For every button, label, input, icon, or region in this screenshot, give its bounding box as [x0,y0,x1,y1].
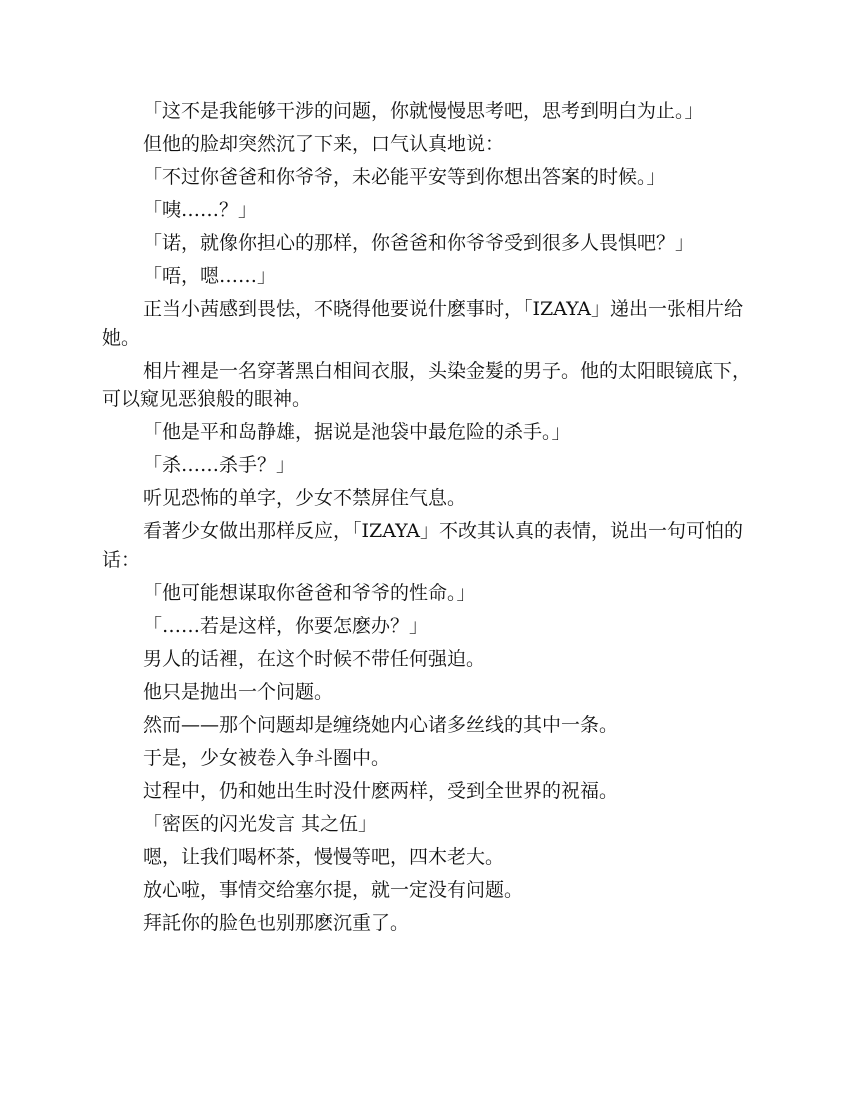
paragraph: 嗯，让我们喝杯茶，慢慢等吧，四木老大。 [143,845,505,868]
paragraph: 「……若是这样，你要怎麽办？」 [143,614,429,637]
paragraph: 相片裡是一名穿著黑白相间衣服，头染金髮的男子。他的太阳眼镜底下，可以窥见恶狼般的眼神。 [102,359,752,410]
paragraph: 「唔，嗯……」 [143,265,277,287]
paragraph: 但他的脸却突然沉了下来，口气认真地说： [143,133,505,155]
paragraph: 看著少女做出那样反应，「IZAYA」不改其认真的表情，说出一句可怕的话： [102,520,743,571]
paragraph: 拜託你的脸色也别那麽沉重了。 [143,911,410,934]
paragraph: 男人的话裡，在这个时候不带任何强迫。 [143,647,486,670]
paragraph: 听见恐怖的单字，少女不禁屏住气息。 [143,487,467,509]
paragraph: 然而——那个问题却是缠绕她内心诸多丝线的其中一条。 [143,713,619,736]
section-heading: 「密医的闪光发言 其之伍」 [143,812,378,835]
paragraph: 「不过你爸爸和你爷爷，未必能平安等到你想出答案的时候。」 [143,166,666,188]
paragraph: 「他是平和岛静雄，据说是池袋中最危险的杀手。」 [143,421,571,443]
paragraph: 「这不是我能够干涉的问题，你就慢慢思考吧，思考到明白为止。」 [143,100,704,122]
paragraph: 他只是抛出一个问题。 [143,680,334,703]
paragraph: 「咦……？」 [143,199,258,221]
document-page [102,97,752,942]
paragraph: 放心啦，事情交给塞尔提，就一定没有问题。 [143,878,524,901]
paragraph: 「诺，就像你担心的那样，你爸爸和你爷爷受到很多人畏惧吧？」 [143,232,695,254]
paragraph: 过程中，仍和她出生时没什麽两样，受到全世界的祝福。 [143,779,619,802]
paragraph: 于是，少女被卷入争斗圈中。 [143,746,391,769]
paragraph: 「杀……杀手？」 [143,454,296,476]
paragraph: 「他可能想谋取你爸爸和爷爷的性命。」 [143,581,476,604]
paragraph: 正当小茜感到畏怯，不晓得他要说什麽事时，「IZAYA」递出一张相片给她。 [102,298,743,349]
